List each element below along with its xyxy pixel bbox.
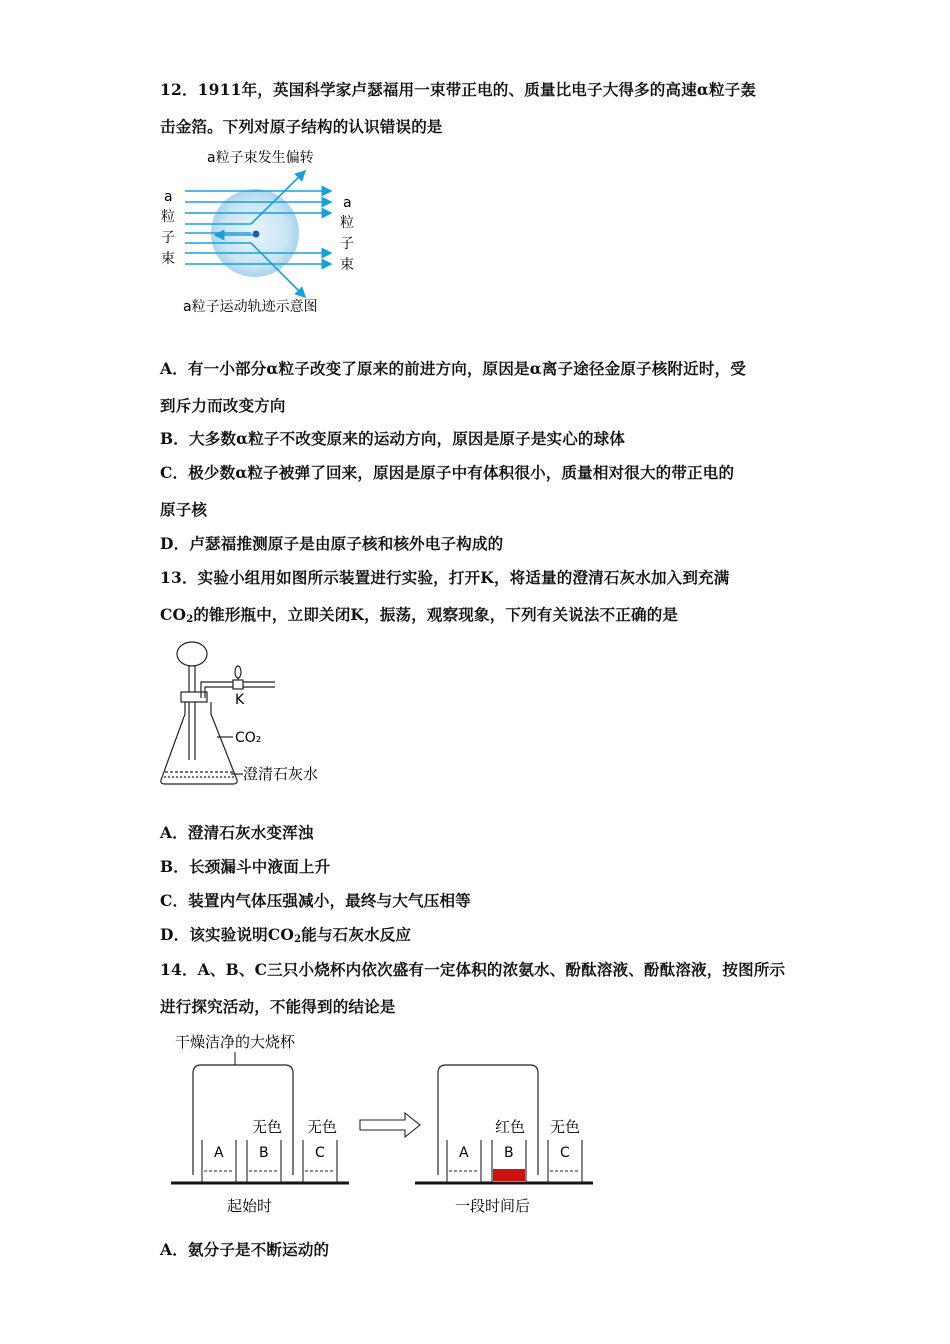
stopper [181, 692, 207, 702]
flask-apparatus-figure [155, 632, 345, 794]
q12-option-c-line1: C．极少数α粒子被弹了回来，原因是原子中有体积很小，质量相对很大的带正电的 [160, 463, 735, 482]
beaker-c-label-after: C [560, 1145, 570, 1161]
after-c-color: 无色 [550, 1118, 581, 1136]
q13-stem-line2: $CO_2$的锥形瓶中，立即关闭K，振荡，观察现象，下列有关说法不正确的是 [160, 605, 679, 625]
svg-text:粒: 粒 [340, 215, 354, 231]
q12-option-b: B．大多数α粒子不改变原来的运动方向，原因是原子是实心的球体 [160, 429, 626, 448]
q14-stem-line1: 14．A、B、C三只小烧杯内依次盛有一定体积的浓氨水、酚酞溶液、酚酞溶液，按图所示 [160, 960, 786, 979]
svg-text:a: a [343, 195, 352, 211]
co2-label: CO₂ [235, 730, 262, 746]
alpha-top-label: a粒子束发生偏转 [207, 150, 314, 166]
after-state [415, 1065, 593, 1215]
q13-stem-line1: 13．实验小组用如图所示装置进行实验，打开K，将适量的澄清石灰水加入到充满 [160, 568, 730, 587]
alpha-caption: a粒子运动轨迹示意图 [183, 299, 318, 315]
beaker-b-label: B [259, 1145, 269, 1161]
start-caption: 起始时 [227, 1197, 273, 1215]
right-arrow-icon [360, 1113, 420, 1137]
svg-text:a: a [164, 189, 173, 205]
q12-option-d: D．卢瑟福推测原子是由原子核和核外电子构成的 [160, 534, 504, 553]
alpha-right-label [340, 195, 354, 273]
funnel-bulb [177, 642, 207, 666]
after-caption: 一段时间后 [455, 1197, 531, 1215]
lime-water-label: 澄清石灰水 [243, 765, 319, 783]
q13-option-c: C．装置内气体压强减小，最终与大气压相等 [160, 891, 471, 910]
beaker-a-label-after: A [459, 1145, 469, 1161]
valve-k [233, 680, 243, 689]
q13-option-a: A．澄清石灰水变浑浊 [160, 823, 314, 842]
red-solution [493, 1169, 525, 1181]
alpha-left-label [161, 189, 175, 267]
beaker-b-label-after: B [504, 1145, 514, 1161]
q14-stem-line2: 进行探究活动，不能得到的结论是 [160, 997, 396, 1016]
beaker-a-label: A [214, 1145, 224, 1161]
q12-option-c-line2: 原子核 [160, 500, 208, 519]
svg-text:粒: 粒 [161, 209, 175, 225]
q13-option-d: D．该实验说明$CO_2$能与石灰水反应 [160, 925, 412, 945]
large-beaker-label: 干燥洁净的大烧杯 [175, 1033, 296, 1051]
start-state [171, 1065, 349, 1215]
q12-stem-line2: 击金箔。下列对原子结构的认识错误的是 [160, 117, 443, 136]
start-b-color: 无色 [252, 1118, 283, 1136]
svg-text:子: 子 [340, 236, 354, 252]
q12-stem-line1: 12．1911年，英国科学家卢瑟福用一束带正电的、质量比电子大得多的高速α粒子轰 [160, 80, 757, 99]
valve-label: K [235, 692, 245, 708]
alpha-scattering-figure [155, 145, 370, 325]
ammonia-diffusion-figure [165, 1025, 605, 1220]
svg-text:子: 子 [161, 230, 175, 246]
q12-option-a-line2: 到斥力而改变方向 [160, 396, 286, 415]
svg-text:束: 束 [340, 257, 354, 273]
svg-text:束: 束 [161, 251, 175, 267]
q12-option-a-line1: A．有一小部分α粒子改变了原来的前进方向，原因是α离子途径金原子核附近时，受 [160, 359, 746, 378]
q14-option-a: A．氨分子是不断运动的 [160, 1240, 330, 1259]
start-c-color: 无色 [307, 1118, 338, 1136]
beaker-c-label: C [315, 1145, 325, 1161]
q13-option-b: B．长颈漏斗中液面上升 [160, 857, 331, 876]
after-b-color: 红色 [495, 1118, 526, 1136]
gold-nucleus [253, 231, 260, 238]
